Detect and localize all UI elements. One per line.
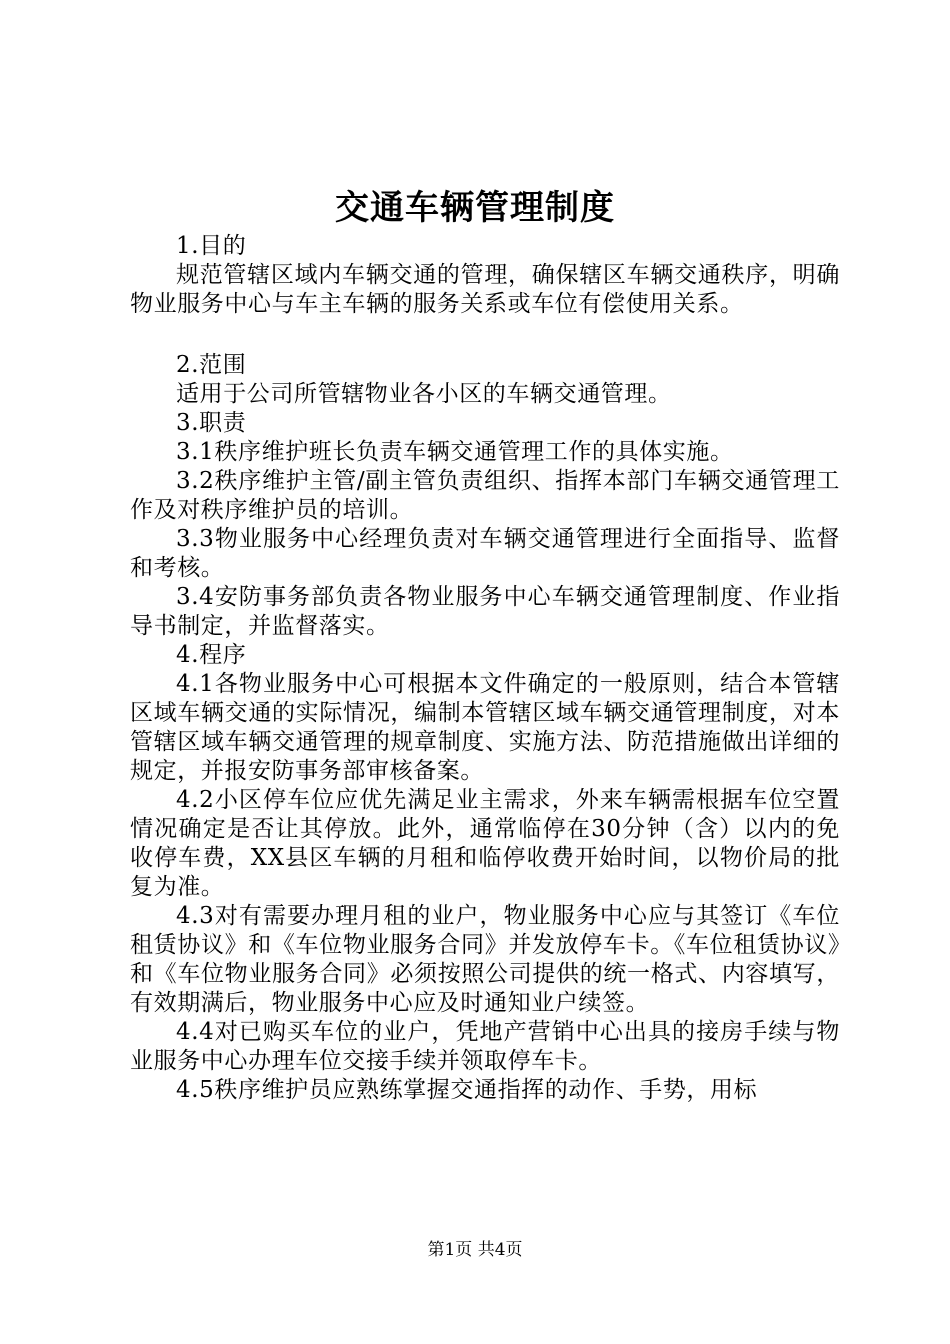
paragraph-procedure-4-4: 4.4对已购买车位的业户，凭地产营销中心出具的接房手续与物业服务中心办理车位交接手续并领取停车卡。 — [130, 1019, 840, 1074]
paragraph-duty-3-3: 3.3物业服务中心经理负责对车辆交通管理进行全面指导、监督和考核。 — [130, 526, 840, 581]
paragraph-scope: 适用于公司所管辖物业各小区的车辆交通管理。 — [176, 381, 672, 407]
document-body — [130, 232, 840, 1105]
paragraph-procedure-4-3: 4.3对有需要办理月租的业户，物业服务中心应与其签订《车位租赁协议》和《车位物业服务合同》并发放停车卡。《车位租赁协议》和《车位物业服务合同》必须按照公司提供的统一格式、内容填写，有效期满后，物业服务中心应及时通知业户续签。 — [130, 903, 840, 1016]
paragraph-duty-3-1: 3.1秩序维护班长负责车辆交通管理工作的具体实施。 — [176, 439, 734, 465]
paragraph-duty-3-4: 3.4安防事务部负责各物业服务中心车辆交通管理制度、作业指导书制定，并监督落实。 — [130, 584, 840, 639]
section-heading-purpose: 1.目的 — [176, 233, 247, 259]
paragraph-procedure-4-2: 4.2小区停车位应优先满足业主需求，外来车辆需根据车位空置情况确定是否让其停放。此外，通常临停在30分钟（含）以内的免收停车费，XX县区车辆的月租和临停收费开始时间，以物价局的批复为准。 — [130, 787, 840, 900]
section-heading-scope: 2.范围 — [176, 352, 247, 378]
paragraph-duty-3-2: 3.2秩序维护主管/副主管负责组织、指挥本部门车辆交通管理工作及对秩序维护员的培训。 — [130, 468, 840, 523]
section-heading-procedure: 4.程序 — [176, 642, 247, 668]
page-number-footer: 第1页 共4页 — [427, 1240, 523, 1260]
section-heading-duties: 3.职责 — [176, 410, 247, 436]
document-title: 交通车辆管理制度 — [335, 188, 615, 228]
paragraph-procedure-4-5: 4.5秩序维护员应熟练掌握交通指挥的动作、手势，用标 — [176, 1077, 758, 1103]
paragraph-purpose: 规范管辖区域内车辆交通的管理，确保辖区车辆交通秩序，明确物业服务中心与车主车辆的服务关系或车位有偿使用关系。 — [130, 262, 840, 317]
paragraph-procedure-4-1: 4.1各物业服务中心可根据本文件确定的一般原则，结合本管辖区域车辆交通的实际情况，编制本管辖区域车辆交通管理制度，对本管辖区域车辆交通管理的规章制度、实施方法、防范措施做出详细的规定，并报安防事务部审核备案。 — [130, 671, 840, 784]
